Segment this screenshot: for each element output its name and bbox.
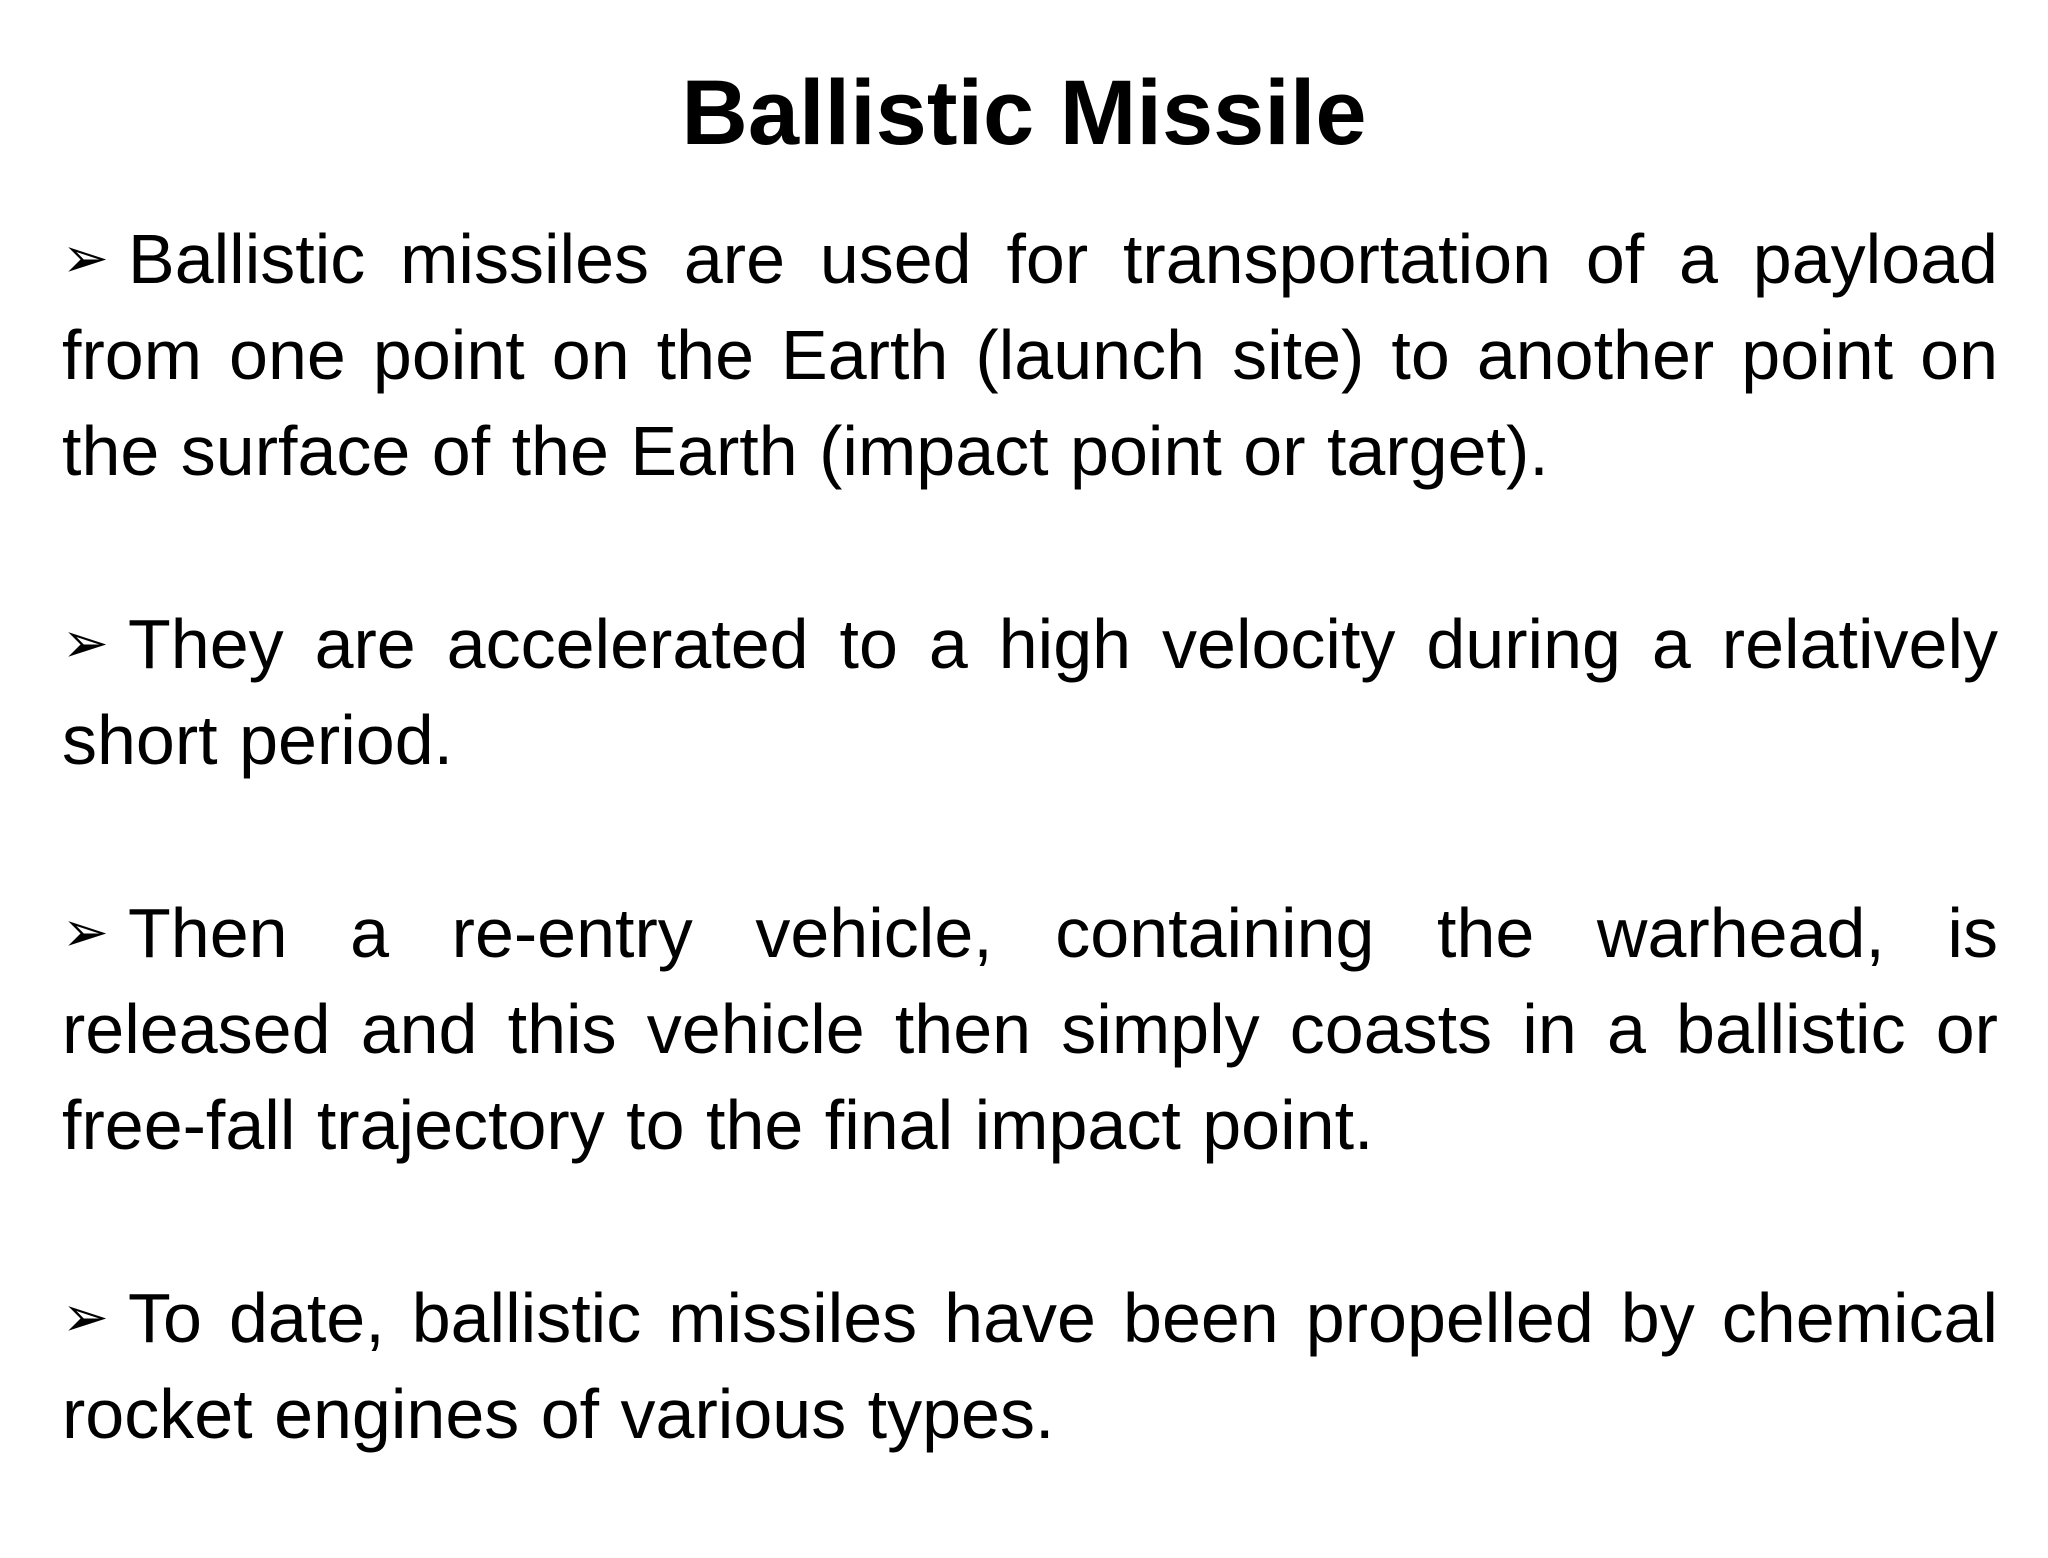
- arrow-bullet-icon: ➢: [62, 1285, 109, 1348]
- bullet-text: Then a re-entry vehicle, containing the warhead, is released and this vehicle then simply coasts in a ballistic or free-fall trajectory to the final impact point.: [62, 894, 1998, 1164]
- bullet-item: [62, 1269, 1998, 1462]
- bullet-text: They are accelerated to a high velocity during a relatively short period.: [62, 605, 1998, 779]
- bullet-item: [62, 595, 1998, 788]
- bullet-item: [62, 884, 1998, 1173]
- slide-title: Ballistic Missile: [681, 62, 1367, 164]
- bullet-list: [62, 210, 1998, 1558]
- bullet-item: [62, 210, 1998, 499]
- bullet-text: Ballistic missiles are used for transportation of a payload from one point on the Earth (launch site) to another point on the surface of the Earth (impact point or target).: [62, 220, 1998, 490]
- arrow-bullet-icon: ➢: [62, 226, 109, 289]
- arrow-bullet-icon: ➢: [62, 900, 109, 963]
- arrow-bullet-icon: ➢: [62, 611, 109, 674]
- bullet-text: To date, ballistic missiles have been propelled by chemical rocket engines of various types.: [62, 1279, 1998, 1453]
